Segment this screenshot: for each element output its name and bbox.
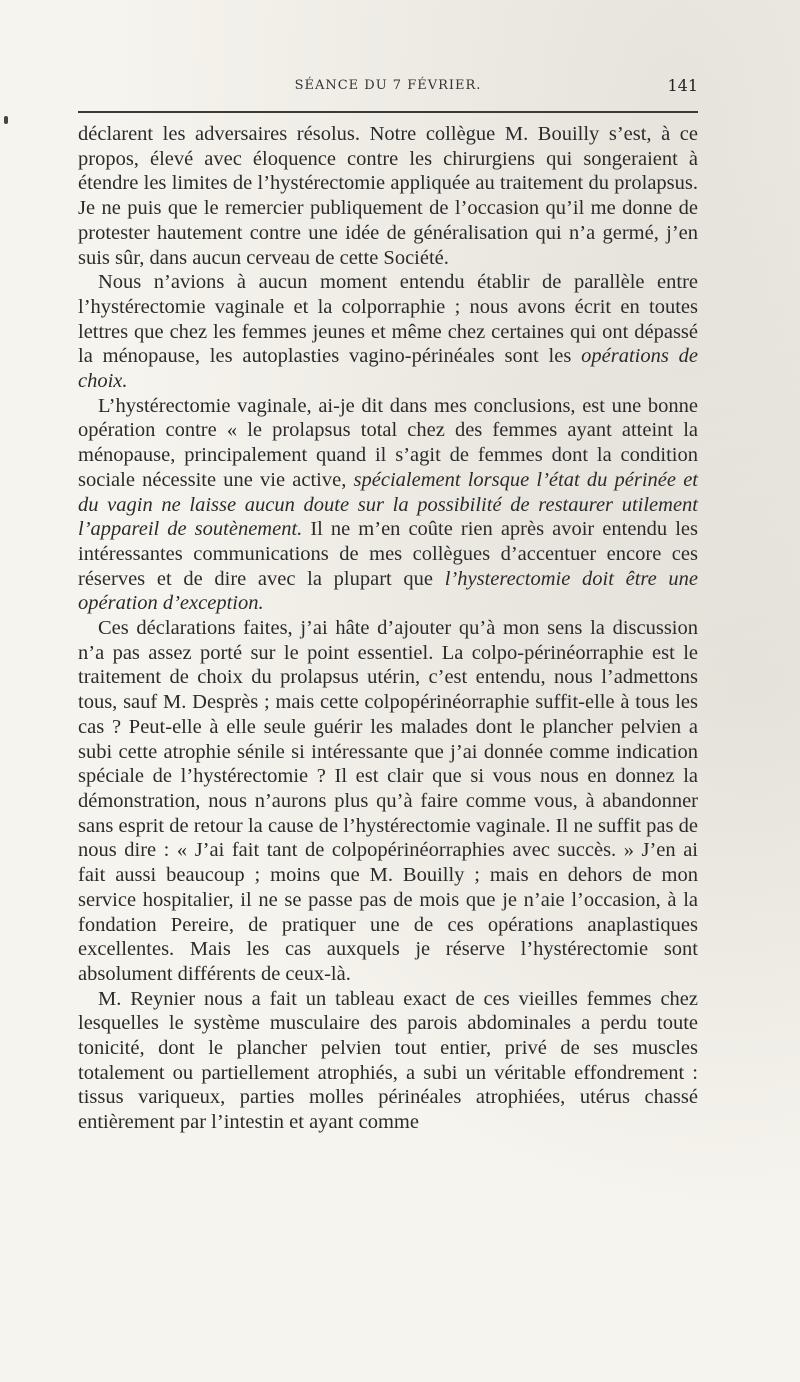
paragraph-text: Nous n’avions à aucun moment entendu établir de parallèle entre l’hystérectomie vaginale et la colporraphie ; nous avons écrit en toutes lettres que chez les femmes jeunes et même chez certaines qui ont dépassé la ménopause, les autoplasties vagino-périnéales sont les <box>78 271 698 368</box>
italic-text: l’hysterectomie doit être une opération d’exception. <box>78 567 698 615</box>
paragraph-text: L’hystérectomie vaginale, ai-je dit dans mes conclusions, est une bonne opération contre « le prolapsus total chez des femmes ayant atteint la ménopause, principalement quand il s’agit de femmes dont la condition sociale nécessite une vie active, <box>78 394 698 491</box>
paragraph-1 <box>78 122 698 270</box>
header-rule <box>78 111 698 113</box>
italic-text: spécialement lorsque l’état du périnée et du vagin ne laisse aucun doute sur la possibilité de restaurer utilement l’appareil de soutènement. <box>78 468 698 541</box>
paragraph-text: déclarent les adversaires résolus. Notre collègue M. Bouilly s’est, à ce propos, élevé avec éloquence contre les chirurgiens qui songeraient à étendre les limites de l’hystérectomie appliquée au traitement du prolapsus. Je ne puis que le remercier publiquement de l’occasion qu’il me donne de protester hautement contre une idée de généralisation qui n’a germé, j’en suis sûr, dans aucun cerveau de cette Société. <box>78 123 698 269</box>
page-number: 141 <box>667 76 698 95</box>
paragraph-text: M. Reynier nous a fait un tableau exact de ces vieilles femmes chez lesquelles le système musculaire des parois abdominales a perdu toute tonicité, dont le plancher pelvien tout entier, privé de ses muscles totalement ou partiellement atrophiés, a subi un véritable effondrement : tissus variqueux, parties molles périnéales atrophiées, utérus chassé entièrement par l’intestin et ayant comme <box>78 987 698 1134</box>
page-header <box>78 76 698 100</box>
paragraph-2 <box>78 270 698 394</box>
paragraph-5 <box>78 987 698 1135</box>
paragraph-text: Ces déclarations faites, j’ai hâte d’ajouter qu’à mon sens la discussion n’a pas assez porté sur le point essentiel. La colpo-périnéorraphie est le traitement de choix du prolapsus utérin, c’est entendu, nous l’admettons tous, sauf M. Desprès ; mais cette colpopérinéorraphie suffit-elle à tous les cas ? Peut-elle à elle seule guérir les malades dont le plancher pelvien a subi cette atrophie sénile si intéressante que j’ai donnée comme indication spéciale de l’hystérectomie ? Il est clair que si vous nous en donnez la démonstration, nous n’aurons plus qu’à faire comme vous, à abandonner sans esprit de retour la cause de l’hystérectomie vaginale. Il ne suffit pas de nous dire : « J’ai fait tant de colpopérinéorraphies avec succès. » J’en ai fait aussi beaucoup ; moins que M. Bouilly ; mais en dehors de mon service hospitalier, il ne se passe pas de mois que je n’aie l’occasion, à la fondation Pereire, de pratiquer une de ces opérations anaplastiques excellentes. Mais les cas auxquels je réserve l’hystérectomie sont absolument différents de ceux-là. <box>78 617 698 985</box>
margin-mark <box>4 116 8 124</box>
running-title: SÉANCE DU 7 FÉVRIER. <box>294 78 482 93</box>
body-text <box>78 122 698 1135</box>
paragraph-text: Il ne m’en coûte rien après avoir entendu les intéressantes communications de mes collègues d’accentuer encore ces réserves et de dire avec la plupart que <box>78 518 698 590</box>
paragraph-3 <box>78 394 698 616</box>
paragraph-4 <box>78 616 698 987</box>
italic-text: opérations de choix. <box>78 345 698 393</box>
